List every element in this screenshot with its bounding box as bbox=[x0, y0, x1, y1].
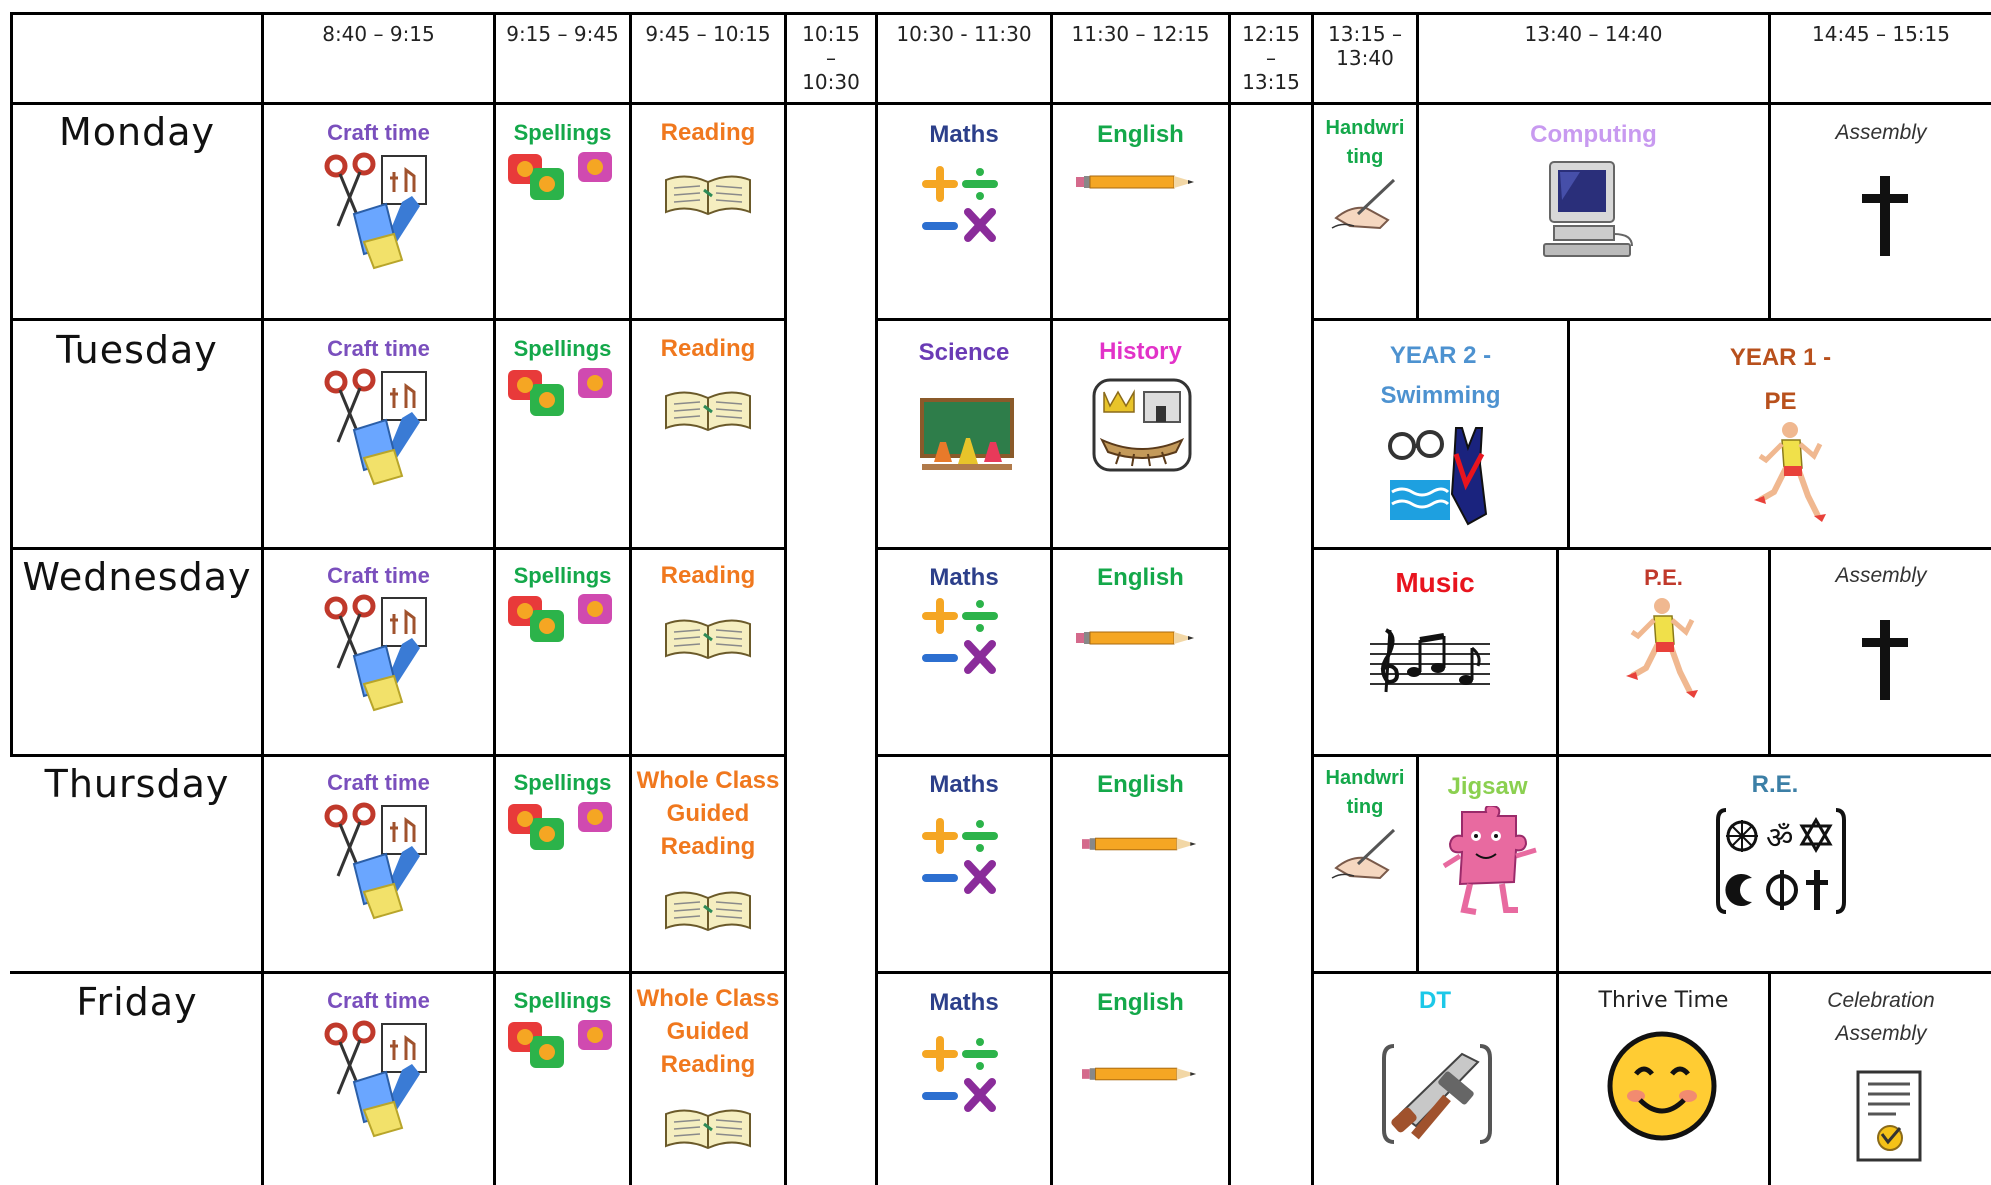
book-icon bbox=[662, 384, 754, 436]
reading-label: Reading bbox=[660, 119, 756, 146]
pencil-icon bbox=[1082, 1066, 1198, 1082]
spellings-label: Spellings bbox=[513, 336, 612, 361]
time-text: 13:40 bbox=[1336, 46, 1394, 70]
grid-line bbox=[877, 971, 1230, 974]
time-text: 12:15 bbox=[1242, 22, 1300, 46]
jigsaw-label: Jigsaw bbox=[1447, 773, 1528, 800]
certificate-icon bbox=[1856, 1070, 1922, 1162]
craft-label: Craft time bbox=[327, 336, 430, 361]
letter-blocks-icon bbox=[506, 148, 616, 204]
time-slot-8 bbox=[1314, 22, 1416, 70]
time-text: 10:30 - 11:30 bbox=[896, 22, 1032, 46]
computing-label: Computing bbox=[1530, 121, 1657, 148]
history-label: History bbox=[1099, 338, 1182, 365]
spellings-label: Spellings bbox=[513, 988, 612, 1013]
cross-icon bbox=[1860, 176, 1910, 256]
music-notes-icon bbox=[1370, 626, 1490, 696]
english-label: English bbox=[1097, 121, 1184, 148]
time-text: 11:30 – 12:15 bbox=[1071, 22, 1210, 46]
maths-label: Maths bbox=[929, 564, 999, 591]
grid-line bbox=[1416, 12, 1419, 318]
time-text: 9:15 – 9:45 bbox=[506, 22, 619, 46]
craft-icon bbox=[324, 594, 434, 712]
reading-line: Guided bbox=[666, 800, 750, 827]
maths-label: Maths bbox=[929, 121, 999, 148]
svg-text:ॐ: ॐ bbox=[1766, 821, 1794, 856]
book-icon bbox=[662, 1102, 754, 1154]
craft-label: Craft time bbox=[327, 988, 430, 1013]
english-label: English bbox=[1097, 564, 1184, 591]
reading-line: Whole Class bbox=[636, 985, 780, 1012]
science-board-icon bbox=[920, 398, 1014, 472]
assembly-label: Assembly bbox=[1835, 121, 1927, 144]
reading-label: Reading bbox=[660, 335, 756, 362]
thrive-label: Thrive Time bbox=[1598, 988, 1729, 1013]
grid-line bbox=[877, 547, 1230, 550]
craft-label: Craft time bbox=[327, 770, 430, 795]
time-slot-9 bbox=[1419, 22, 1768, 46]
book-icon bbox=[662, 884, 754, 936]
day-friday: Friday bbox=[76, 980, 198, 1024]
grid-line bbox=[1768, 12, 1771, 318]
handwriting-line: Handwri bbox=[1325, 117, 1405, 139]
pencil-icon bbox=[1076, 174, 1196, 190]
time-slot-3 bbox=[632, 22, 784, 46]
time-text: 9:45 – 10:15 bbox=[645, 22, 771, 46]
time-text: 8:40 – 9:15 bbox=[322, 22, 435, 46]
reading-line: Reading bbox=[660, 833, 756, 860]
time-text: 13:15 bbox=[1242, 70, 1300, 94]
book-icon bbox=[662, 168, 754, 220]
grid-line bbox=[1311, 547, 1991, 550]
time-text: 13:40 – 14:40 bbox=[1524, 22, 1663, 46]
swimming-label bbox=[1314, 336, 1567, 416]
english-label: English bbox=[1097, 771, 1184, 798]
day-monday: Monday bbox=[58, 110, 215, 154]
maths-label: Maths bbox=[929, 771, 999, 798]
runner-icon bbox=[1752, 420, 1828, 526]
handwriting-label bbox=[1314, 764, 1416, 822]
time-slot-7 bbox=[1231, 22, 1311, 94]
grid-line bbox=[10, 12, 1991, 15]
history-icon bbox=[1090, 378, 1194, 472]
handwriting-line: ting bbox=[1346, 146, 1384, 168]
grid-line bbox=[10, 102, 1991, 105]
grid-line bbox=[1311, 971, 1991, 974]
spellings-label: Spellings bbox=[513, 120, 612, 145]
time-text: 10:30 bbox=[802, 70, 860, 94]
maths-symbols-icon bbox=[920, 816, 1000, 896]
reading-label bbox=[632, 764, 784, 863]
pencil-icon bbox=[1082, 836, 1198, 852]
religions-symbols-icon bbox=[1716, 806, 1846, 916]
handwriting-icon bbox=[1330, 826, 1400, 880]
day-thursday: Thursday bbox=[44, 762, 230, 806]
grid-line bbox=[10, 971, 786, 974]
pe-year1-label bbox=[1570, 336, 1991, 424]
time-slot-6 bbox=[1053, 22, 1228, 46]
assembly-label bbox=[1771, 984, 1991, 1050]
day-wednesday: Wednesday bbox=[22, 555, 252, 599]
re-label: R.E. bbox=[1751, 771, 1799, 798]
craft-icon bbox=[324, 802, 434, 920]
grid-line bbox=[877, 754, 1230, 757]
reading-line: Whole Class bbox=[636, 767, 780, 794]
handwriting-label bbox=[1314, 114, 1416, 172]
english-label: English bbox=[1097, 989, 1184, 1016]
craft-icon bbox=[324, 1020, 434, 1138]
time-text: 13:15 – bbox=[1328, 22, 1402, 46]
cross-icon bbox=[1860, 620, 1910, 700]
craft-label: Craft time bbox=[327, 120, 430, 145]
pe-label: P.E. bbox=[1644, 565, 1683, 590]
time-text: – bbox=[1266, 46, 1276, 70]
letter-blocks-icon bbox=[506, 798, 616, 854]
pencil-icon bbox=[1076, 630, 1196, 646]
pe-year1-line: YEAR 1 - bbox=[1729, 344, 1832, 371]
maths-label: Maths bbox=[929, 989, 999, 1016]
grid-line bbox=[1556, 547, 1559, 1185]
grid-line bbox=[1311, 754, 1991, 757]
time-slot-5 bbox=[878, 22, 1050, 46]
grid-line bbox=[10, 754, 786, 757]
craft-label: Craft time bbox=[327, 563, 430, 588]
swimming-line: YEAR 2 - bbox=[1389, 342, 1492, 369]
spellings-label: Spellings bbox=[513, 770, 612, 795]
maths-symbols-icon bbox=[920, 596, 1000, 676]
book-icon bbox=[662, 612, 754, 664]
swimming-icon bbox=[1386, 424, 1496, 526]
grid-line bbox=[10, 318, 786, 321]
assembly-label: Assembly bbox=[1835, 564, 1927, 587]
music-label: Music bbox=[1395, 567, 1475, 598]
letter-blocks-icon bbox=[506, 364, 616, 420]
grid-line bbox=[10, 547, 786, 550]
grid-line bbox=[877, 318, 1230, 321]
pe-year1-line: PE bbox=[1764, 388, 1797, 415]
time-slot-1 bbox=[264, 22, 493, 46]
grid-line bbox=[1228, 12, 1231, 1185]
grid-line bbox=[1311, 318, 1991, 321]
letter-blocks-icon bbox=[506, 590, 616, 646]
letter-blocks-icon bbox=[506, 1016, 616, 1072]
reading-label: Reading bbox=[660, 562, 756, 589]
reading-line: Reading bbox=[660, 1051, 756, 1078]
dt-label: DT bbox=[1419, 987, 1451, 1014]
spellings-label: Spellings bbox=[513, 563, 612, 588]
jigsaw-character-icon bbox=[1440, 806, 1540, 916]
day-tuesday: Tuesday bbox=[56, 328, 218, 372]
reading-line: Guided bbox=[666, 1018, 750, 1045]
craft-icon bbox=[324, 368, 434, 486]
runner-icon bbox=[1624, 596, 1700, 702]
smiley-face-icon bbox=[1606, 1030, 1718, 1142]
handwriting-line: ting bbox=[1346, 796, 1384, 818]
maths-symbols-icon bbox=[920, 164, 1000, 244]
assembly-line: Assembly bbox=[1835, 1022, 1927, 1045]
dt-tools-icon bbox=[1382, 1042, 1492, 1146]
time-slot-10 bbox=[1771, 22, 1991, 46]
reading-label bbox=[632, 982, 784, 1081]
maths-symbols-icon bbox=[920, 1034, 1000, 1114]
grid-line bbox=[784, 12, 787, 1185]
time-slot-4 bbox=[787, 22, 875, 94]
time-text: 10:15 bbox=[802, 22, 860, 46]
science-label: Science bbox=[918, 339, 1010, 366]
swimming-line: Swimming bbox=[1380, 382, 1501, 409]
handwriting-line: Handwri bbox=[1325, 767, 1405, 789]
time-text: 14:45 – 15:15 bbox=[1812, 22, 1950, 46]
handwriting-icon bbox=[1330, 176, 1400, 230]
craft-icon bbox=[324, 152, 434, 270]
assembly-line: Celebration bbox=[1827, 989, 1935, 1012]
computer-icon bbox=[1540, 160, 1640, 262]
time-slot-2 bbox=[496, 22, 629, 46]
time-text: – bbox=[826, 46, 836, 70]
